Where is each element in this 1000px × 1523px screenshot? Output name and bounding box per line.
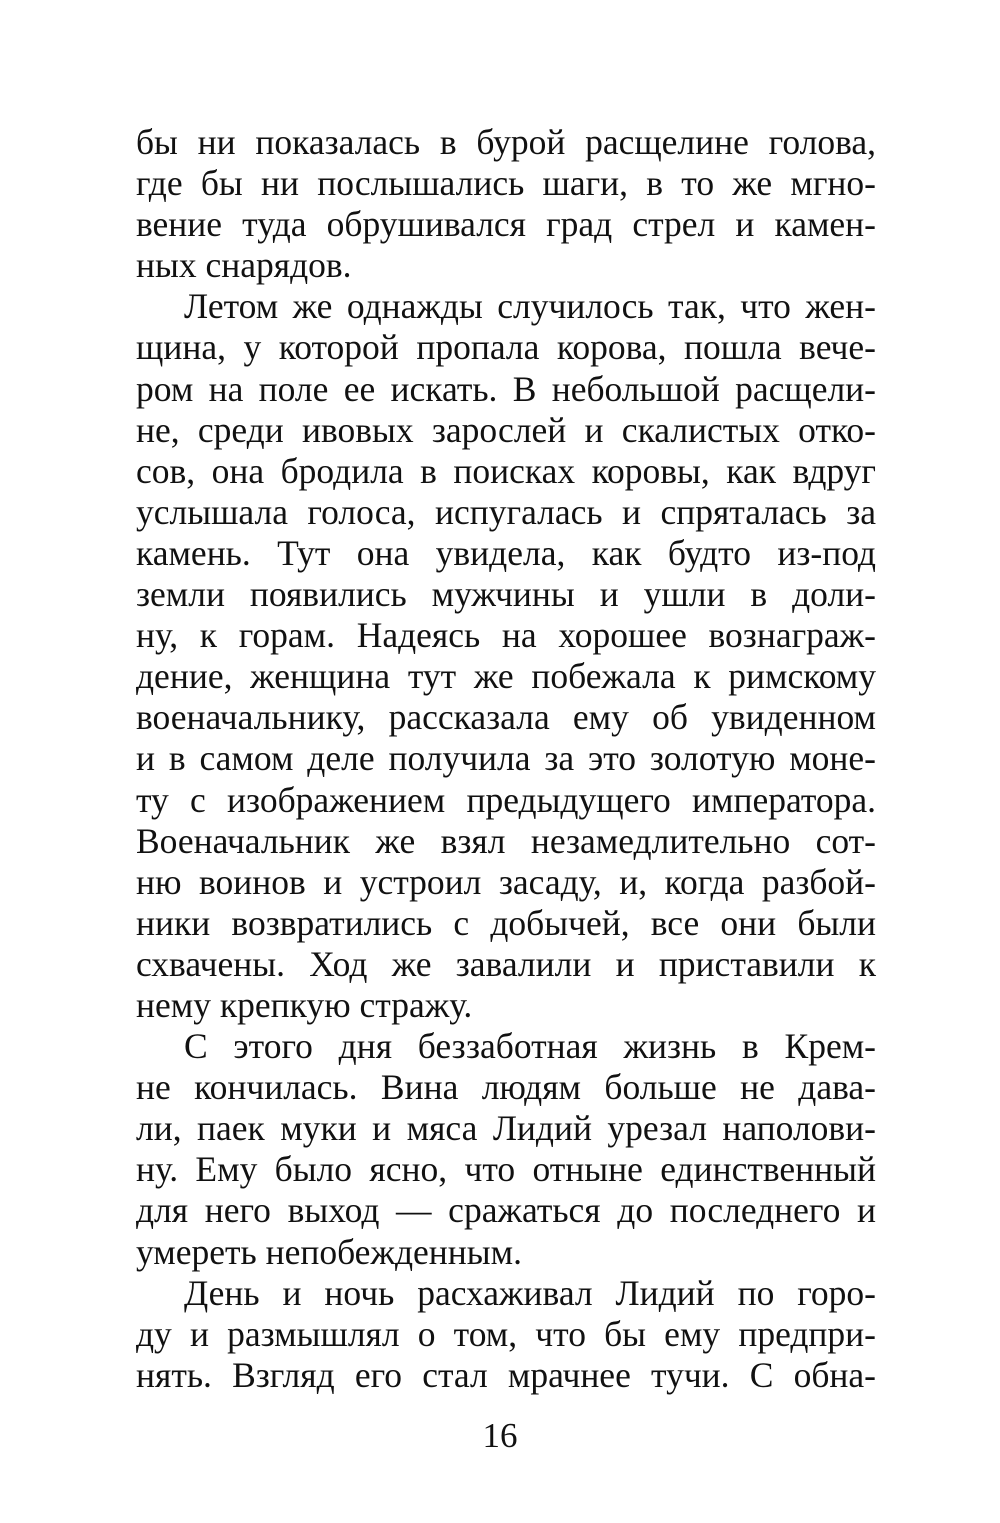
text-line: С этого дня беззаботная жизнь в Крем- — [184, 1026, 876, 1067]
text-line: Военачальник же взял незамедлительно сот- — [136, 820, 876, 861]
text-line: ли, паек муки и мяса Лидий урезал наполови- — [136, 1108, 876, 1149]
text-line: не кончилась. Вина людям больше не дава- — [136, 1067, 876, 1108]
text-line: камень. Тут она увидела, как будто из-под — [136, 532, 876, 573]
text-line: не, среди ивовых зарослей и скалистых отко- — [136, 409, 876, 450]
text-line: щина, у которой пропала корова, пошла вече- — [136, 327, 876, 368]
text-line: Летом же однажды случилось так, что жен- — [184, 286, 876, 327]
text-line: ту с изображением предыдущего императора. — [136, 779, 876, 820]
text-line: сов, она бродила в поисках коровы, как вдруг — [136, 450, 876, 491]
text-line: ром на поле ее искать. В небольшой расщели- — [136, 368, 876, 409]
text-line: умереть непобежденным. — [136, 1231, 522, 1272]
text-line: ду и размышлял о том, что бы ему предпри- — [136, 1313, 876, 1354]
text-line: схвачены. Ход же завалили и приставили к — [136, 943, 876, 984]
text-line: ну. Ему было ясно, что отныне единственный — [136, 1149, 876, 1190]
text-line: ню воинов и устроил засаду, и, когда разбой- — [136, 861, 876, 902]
text-line: ных снарядов. — [136, 245, 352, 286]
text-line: нять. Взгляд его стал мрачнее тучи. С обна- — [136, 1354, 876, 1395]
text-line: нему крепкую стражу. — [136, 984, 473, 1025]
text-line: вение туда обрушивался град стрел и камен- — [136, 204, 876, 245]
text-line: дение, женщина тут же побежала к римскому — [136, 656, 876, 697]
text-line: где бы ни послышались шаги, в то же мгно- — [136, 163, 876, 204]
text-line: ну, к горам. Надеясь на хорошее вознаграж- — [136, 615, 876, 656]
text-line: услышала голоса, испугалась и спряталась за — [136, 491, 876, 532]
text-line: бы ни показалась в бурой расщелине голова, — [136, 122, 876, 162]
body-text — [136, 122, 876, 1396]
text-line: ники возвратились с добычей, все они были — [136, 902, 876, 943]
text-line: День и ночь расхаживал Лидий по горо- — [184, 1272, 876, 1313]
page-number: 16 — [482, 1416, 518, 1455]
text-line: для него выход — сражаться до последнего и — [136, 1190, 876, 1231]
text-line: военачальнику, рассказала ему об увиденном — [136, 697, 876, 738]
text-line: земли появились мужчины и ушли в доли- — [136, 574, 876, 615]
text-line: и в самом деле получила за это золотую моне- — [136, 738, 876, 779]
